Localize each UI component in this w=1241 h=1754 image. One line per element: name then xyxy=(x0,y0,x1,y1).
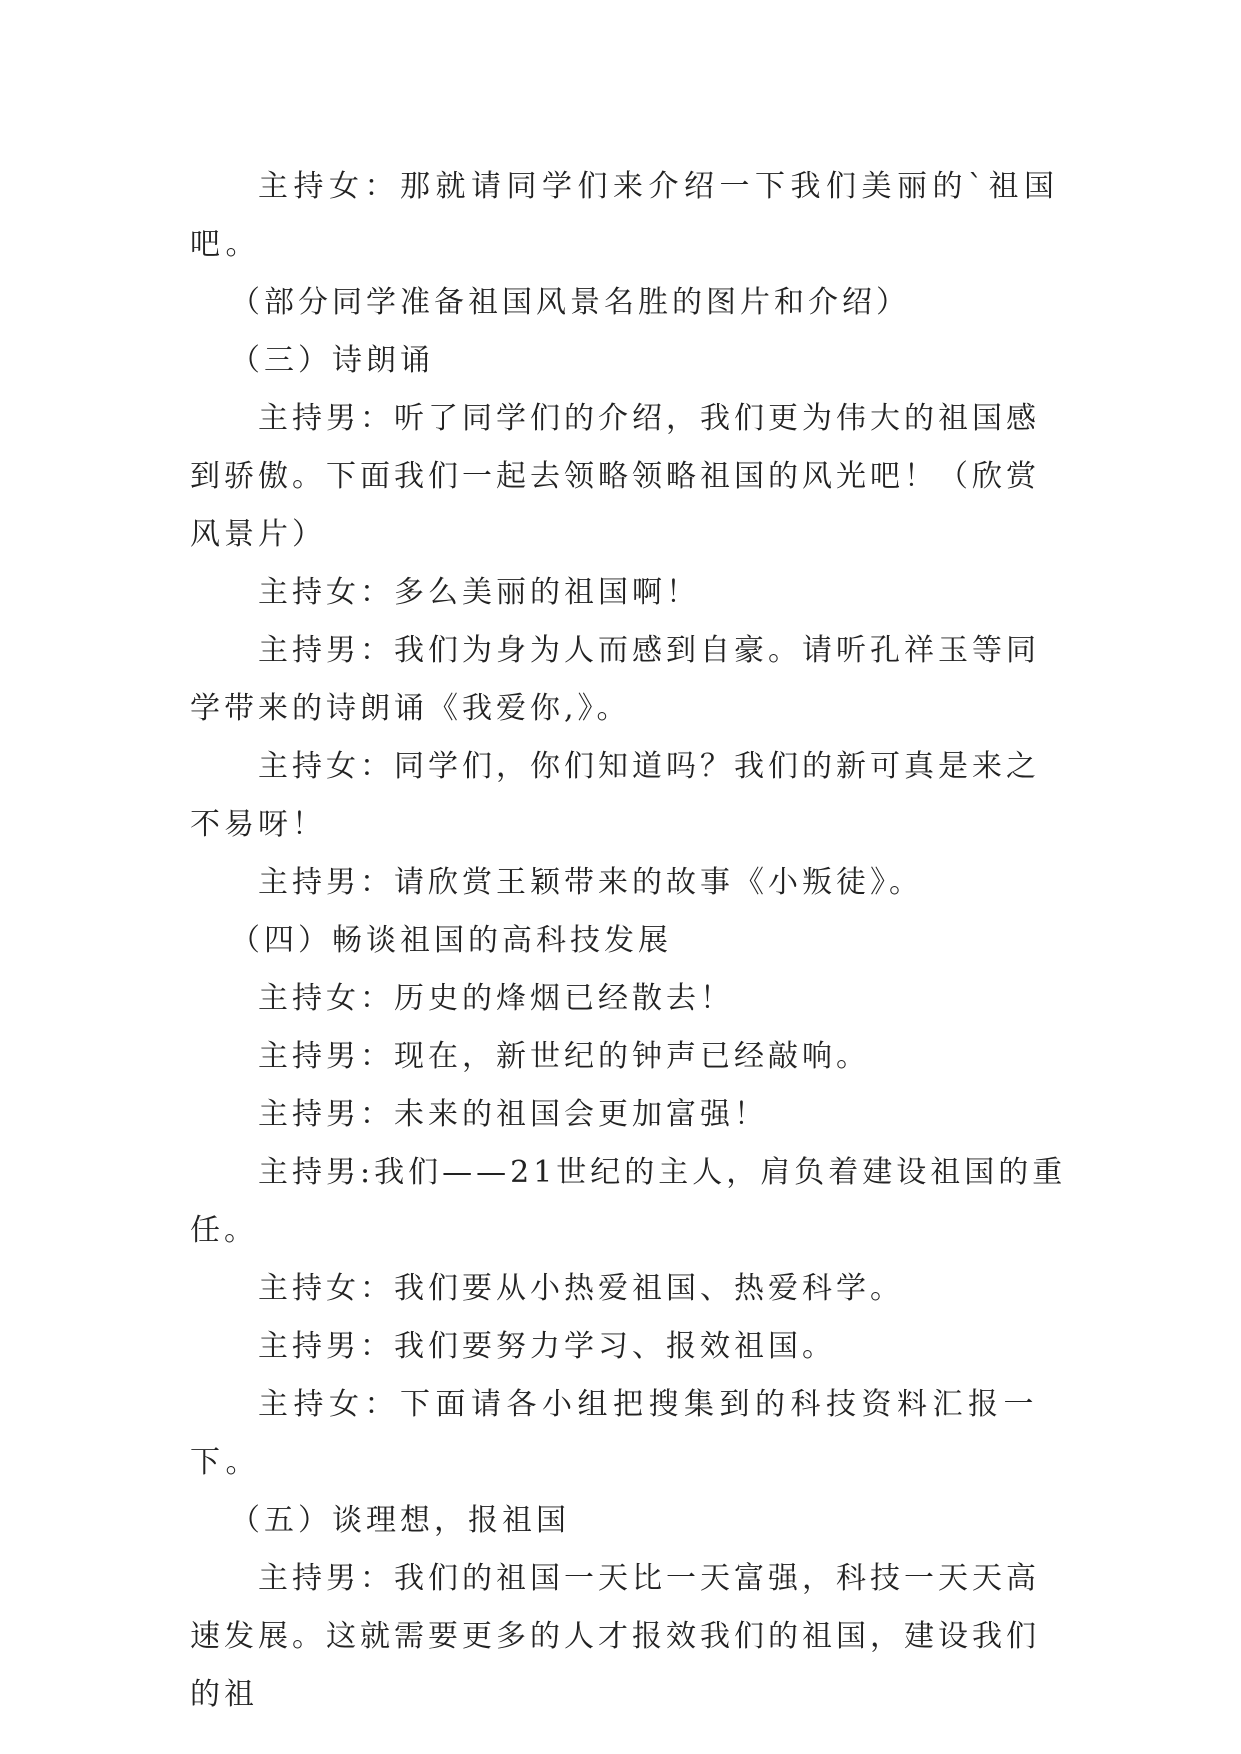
paragraph-host-male-1: 主持男：听了同学们的介绍，我们更为伟大的祖国感到骄傲。下面我们一起去领略领略祖国的风光吧！（欣赏风景片） xyxy=(190,401,1040,552)
paragraph-host-male-7: 主持男：我们要努力学习、报效祖国。 xyxy=(258,1329,836,1364)
paragraph-host-female-4: 主持女：我们要从小热爱祖国、热爱科学。 xyxy=(258,1271,904,1306)
paragraph-host-male-5: 主持男：未来的祖国会更加富强！ xyxy=(258,1097,768,1132)
section-heading-5: （五）谈理想，报祖国 xyxy=(230,1503,570,1538)
paragraph-host-male-4: 主持男：现在，新世纪的钟声已经敲响。 xyxy=(258,1039,870,1074)
paragraph-host-male-2: 主持男：我们为身为人而感到自豪。请听孔祥玉等同学带来的诗朗诵《我爱你,》。 xyxy=(190,633,1040,726)
document-body xyxy=(190,158,1070,1724)
paragraph-host-female-3: 主持女：历史的烽烟已经散去！ xyxy=(258,981,734,1016)
paragraph-host-female-5: 主持女：下面请各小组把搜集到的科技资料汇报一下。 xyxy=(190,1387,1039,1480)
paragraph-host-male-8: 主持男：我们的祖国一天比一天富强，科技一天天高速发展。这就需要更多的人才报效我们的祖国，建设我们的祖 xyxy=(190,1561,1040,1712)
section-heading-4: （四）畅谈祖国的高科技发展 xyxy=(230,923,672,958)
paragraph-host-female-2: 主持女：同学们，你们知道吗？我们的新可真是来之不易呀！ xyxy=(190,749,1040,842)
paragraph-host-female-intro: 主持女：那就请同学们来介绍一下我们美丽的`祖国吧。 xyxy=(190,169,1060,262)
section-heading-3: （三）诗朗诵 xyxy=(230,343,434,378)
paragraph-host-male-3: 主持男：请欣赏王颖带来的故事《小叛徒》。 xyxy=(258,865,923,900)
paragraph-host-female-1: 主持女：多么美丽的祖国啊！ xyxy=(258,575,700,610)
paragraph-stage-note: （部分同学准备祖国风景名胜的图片和介绍） xyxy=(230,285,910,320)
paragraph-host-male-6: 主持男:我们——21世纪的主人，肩负着建设祖国的重任。 xyxy=(190,1155,1067,1248)
